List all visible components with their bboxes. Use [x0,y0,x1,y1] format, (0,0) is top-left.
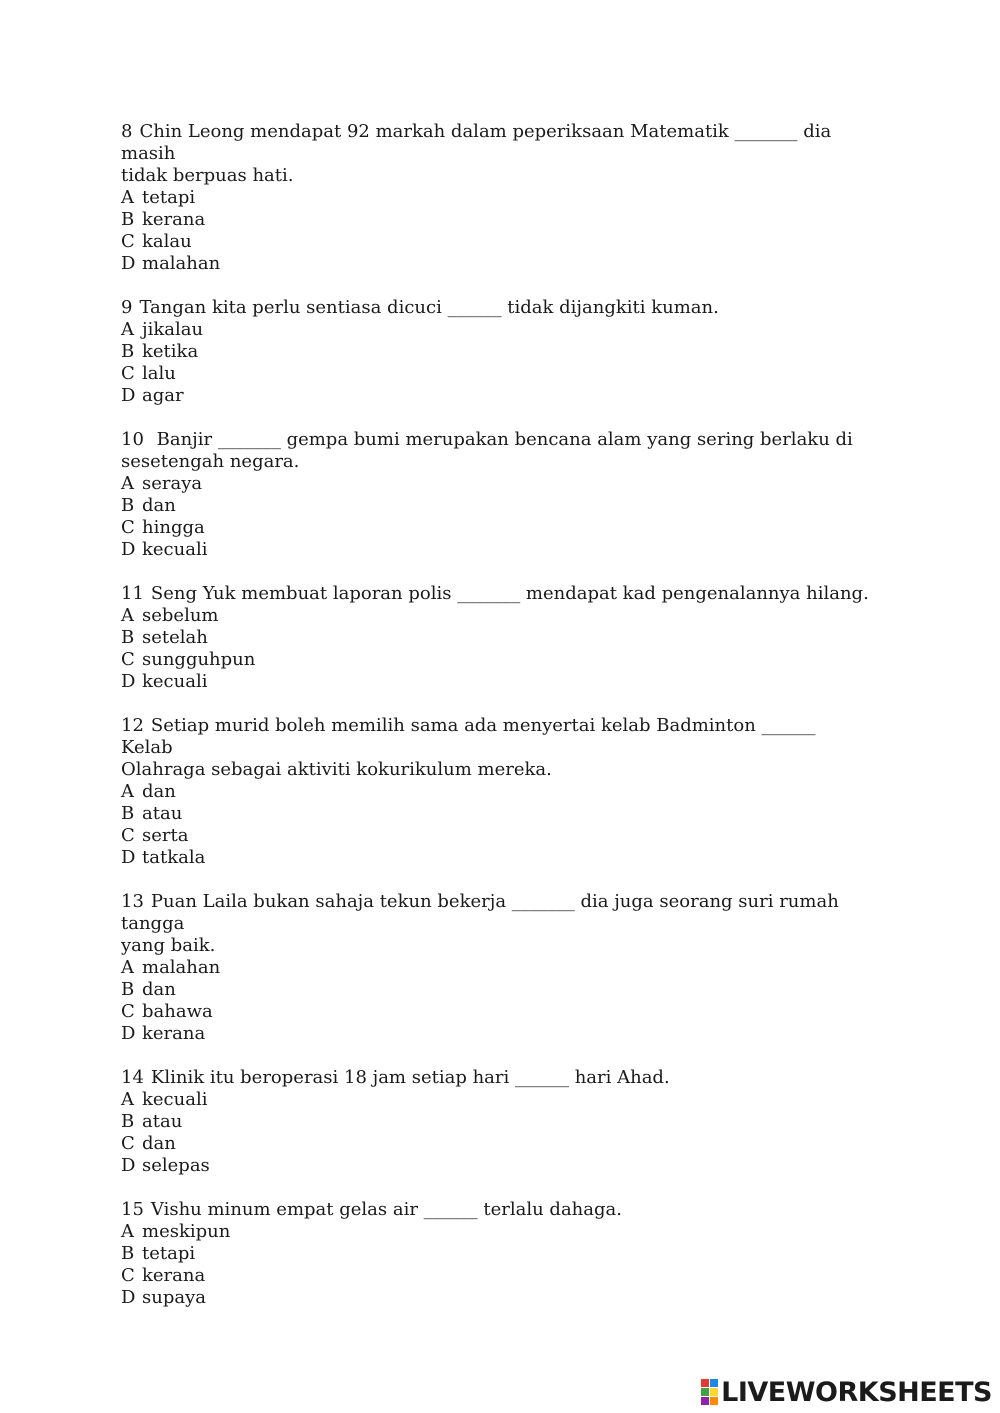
logo-square [710,1388,718,1396]
option-text: serta [142,825,189,846]
answer-option[interactable] [121,385,871,407]
answer-option[interactable] [121,847,871,869]
option-text: ketika [142,341,199,362]
answer-option[interactable] [121,209,871,231]
option-text: malahan [142,253,221,274]
option-letter: D [121,539,136,560]
answer-option[interactable] [121,1111,871,1133]
option-letter: D [121,253,136,274]
option-text: dan [142,495,176,516]
answer-option[interactable] [121,605,871,627]
option-letter: B [121,1243,135,1264]
question-stem: Chin Leong mendapat 92 markah dalam peperiksaan Matematik _______ dia masih tidak berpuas hati. [121,121,832,186]
option-letter: B [121,627,135,648]
option-letter: C [121,649,135,670]
question-text [121,583,871,605]
question-stem: Banjir _______ gempa bumi merupakan bencana alam yang sering berlaku di sesetengah negara. [121,429,853,472]
answer-option[interactable] [121,1221,871,1243]
answer-option[interactable] [121,495,871,517]
option-text: jikalau [142,319,204,340]
answer-option[interactable] [121,319,871,341]
option-text: kalau [142,231,192,252]
option-letter: D [121,1023,136,1044]
option-text: agar [142,385,184,406]
liveworksheets-logo[interactable] [701,1377,992,1407]
answer-option[interactable] [121,1023,871,1045]
option-text: kecuali [142,1089,208,1110]
answer-option[interactable] [121,253,871,275]
answer-option[interactable] [121,517,871,539]
option-letter: B [121,1111,135,1132]
question-number: 9 [121,297,133,318]
option-letter: A [121,473,134,494]
option-letter: C [121,1001,135,1022]
question-number: 13 [121,891,144,912]
answer-options [121,605,871,693]
option-text: bahawa [142,1001,213,1022]
option-letter: D [121,385,136,406]
question-13 [121,891,871,1045]
option-text: supaya [142,1287,206,1308]
question-text [121,121,871,187]
answer-option[interactable] [121,825,871,847]
option-letter: C [121,1133,135,1154]
question-9 [121,297,871,407]
option-letter: A [121,1221,134,1242]
question-text [121,429,871,473]
logo-square [710,1379,718,1387]
answer-option[interactable] [121,803,871,825]
question-number: 14 [121,1067,144,1088]
question-11 [121,583,871,693]
question-text [121,1067,871,1089]
option-letter: A [121,957,134,978]
answer-option[interactable] [121,649,871,671]
option-letter: B [121,341,135,362]
question-14 [121,1067,871,1177]
option-text: dan [142,979,176,1000]
option-text: hingga [142,517,205,538]
answer-options [121,1089,871,1177]
option-text: atau [142,803,183,824]
liveworksheets-logo-icon [701,1379,718,1405]
option-text: malahan [142,957,221,978]
option-letter: A [121,605,134,626]
answer-option[interactable] [121,957,871,979]
answer-options [121,1221,871,1309]
question-text [121,297,871,319]
option-text: kerana [142,209,206,230]
answer-option[interactable] [121,627,871,649]
option-letter: C [121,231,135,252]
answer-option[interactable] [121,539,871,561]
option-text: kerana [142,1265,206,1286]
option-letter: C [121,517,135,538]
answer-option[interactable] [121,1287,871,1309]
logo-text: LIVEWORKSHEETS [721,1376,992,1408]
question-stem: Klinik itu beroperasi 18 jam setiap hari ______ hari Ahad. [150,1067,670,1088]
answer-option[interactable] [121,473,871,495]
question-stem: Vishu minum empat gelas air ______ terlalu dahaga. [150,1199,622,1220]
logo-square [701,1397,709,1405]
answer-option[interactable] [121,979,871,1001]
option-letter: A [121,187,134,208]
option-letter: C [121,825,135,846]
option-text: dan [142,1133,176,1154]
option-letter: B [121,495,135,516]
option-letter: C [121,363,135,384]
option-text: sungguhpun [142,649,256,670]
option-letter: B [121,209,135,230]
option-letter: D [121,1155,136,1176]
answer-option[interactable] [121,1089,871,1111]
question-number: 12 [121,715,144,736]
answer-option[interactable] [121,1001,871,1023]
option-text: kecuali [142,671,208,692]
answer-option[interactable] [121,1155,871,1177]
option-text: tetapi [142,187,196,208]
answer-option[interactable] [121,341,871,363]
logo-square [710,1397,718,1405]
option-letter: C [121,1265,135,1286]
question-number: 11 [121,583,144,604]
worksheet [121,121,871,1331]
answer-option[interactable] [121,781,871,803]
answer-option[interactable] [121,1265,871,1287]
option-text: tetapi [142,1243,196,1264]
question-15 [121,1199,871,1309]
answer-option[interactable] [121,187,871,209]
option-text: kecuali [142,539,208,560]
option-text: dan [142,781,176,802]
option-text: setelah [142,627,208,648]
logo-square [701,1379,709,1387]
question-text [121,715,871,781]
option-letter: A [121,1089,134,1110]
answer-options [121,473,871,561]
option-letter: D [121,1287,136,1308]
question-stem: Seng Yuk membuat laporan polis _______ mendapat kad pengenalannya hilang. [150,583,869,604]
option-text: sebelum [142,605,219,626]
answer-options [121,781,871,869]
option-text: atau [142,1111,183,1132]
option-letter: A [121,781,134,802]
answer-option[interactable] [121,231,871,253]
question-stem: Puan Laila bukan sahaja tekun bekerja _______ dia juga seorang suri rumah tangga yang baik. [121,891,839,956]
question-stem: Tangan kita perlu sentiasa dicuci ______ tidak dijangkiti kuman. [139,297,719,318]
question-text [121,1199,871,1221]
question-12 [121,715,871,869]
question-10 [121,429,871,561]
logo-square [701,1388,709,1396]
option-text: meskipun [142,1221,231,1242]
option-text: tatkala [142,847,206,868]
option-text: lalu [142,363,176,384]
answer-option[interactable] [121,1133,871,1155]
option-letter: B [121,979,135,1000]
question-number: 10 [121,429,144,450]
question-number: 15 [121,1199,144,1220]
option-letter: D [121,671,136,692]
question-number: 8 [121,121,133,142]
option-text: selepas [142,1155,210,1176]
question-text [121,891,871,957]
option-text: kerana [142,1023,206,1044]
question-8 [121,121,871,275]
answer-option[interactable] [121,671,871,693]
answer-option[interactable] [121,363,871,385]
answer-options [121,957,871,1045]
option-letter: B [121,803,135,824]
question-stem: Setiap murid boleh memilih sama ada menyertai kelab Badminton ______ Kelab Olahraga sebagai aktiviti kokurikulum mereka. [121,715,816,780]
option-letter: D [121,847,136,868]
answer-option[interactable] [121,1243,871,1265]
answer-options [121,187,871,275]
option-text: seraya [142,473,203,494]
answer-options [121,319,871,407]
option-letter: A [121,319,134,340]
